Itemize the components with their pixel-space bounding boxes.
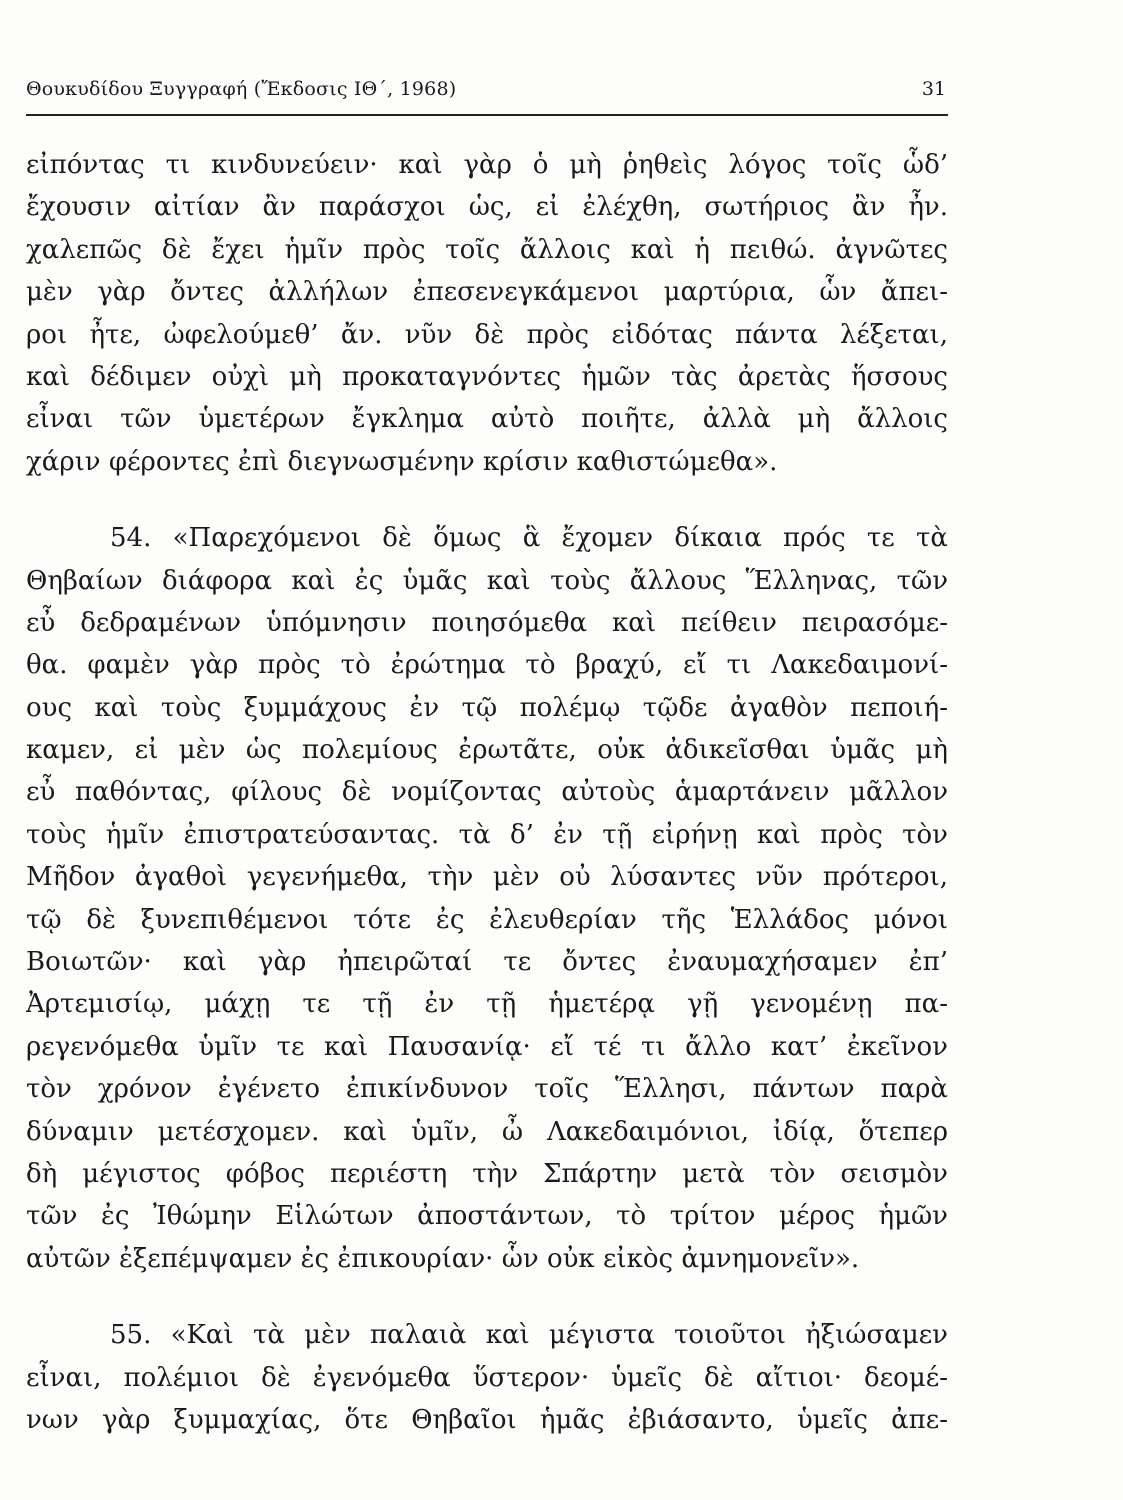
text-line: 54. «Παρεχόμενοι δὲ ὅμως ἃ ἔχομεν δίκαια πρός τε τὰ [110,523,948,554]
text-line: 55. «Καὶ τὰ μὲν παλαιὰ καὶ μέγιστα τοιοῦτοι ἠξιώσαμεν [110,1320,948,1351]
text-line: τὸν χρόνον ἐγένετο ἐπικίνδυνον τοῖς Ἕλλησι, πάντων παρὰ [26,1074,948,1105]
text-line: ους καὶ τοὺς ξυμμάχους ἐν τῷ πολέμῳ τῷδε ἀγαθὸν πεποιή- [26,692,948,723]
text-line: δὴ μέγιστος φόβος περιέστη τὴν Σπάρτην μετὰ τὸν σεισμὸν [26,1158,948,1189]
paragraph-gap [26,483,948,517]
text-line: εὖ δεδραμένων ὑπόμνησιν ποιησόμεθα καὶ πείθειν πειρασόμε- [26,607,948,638]
text-line: χάριν φέροντες ἐπὶ διεγνωσμένην κρίσιν καθιστώμεθα». [26,446,778,477]
text-line: Ἀρτεμισίῳ, μάχῃ τε τῇ ἐν τῇ ἡμετέρᾳ γῇ γενομένῃ πα- [26,989,948,1020]
running-header [26,78,946,114]
body-text [26,144,948,1441]
text-line: εἰπόντας τι κινδυνεύειν· καὶ γὰρ ὁ μὴ ῥηθεὶς λόγος τοῖς ὧδ’ [26,150,948,180]
page-number: 31 [921,78,946,100]
text-line: καμεν, εἰ μὲν ὡς πολεμίους ἐρωτᾶτε, οὐκ ἀδικεῖσθαι ὑμᾶς μὴ [26,735,948,766]
running-head-title: Θουκυδίδου Ξυγγραφή (Ἔκδοσις ΙΘ΄, 1968) [26,78,457,100]
text-line: νων γὰρ ξυμμαχίας, ὅτε Θηβαῖοι ἡμᾶς ἐβιάσαντο, ὑμεῖς ἀπε- [26,1404,948,1435]
text-line: ροι ἦτε, ὠφελούμεθ’ ἄν. νῦν δὲ πρὸς εἰδότας πάντα λέξεται, [26,319,948,350]
text-line: θα. φαμὲν γὰρ πρὸς τὸ ἐρώτημα τὸ βραχύ, εἴ τι Λακεδαιμονί- [26,650,948,681]
text-line: εὖ παθόντας, φίλους δὲ νομίζοντας αὐτοὺς ἁμαρτάνειν μᾶλλον [26,777,948,808]
paragraph-gap [26,1280,948,1314]
text-line: εἶναι, πολέμιοι δὲ ἐγενόμεθα ὕστερον· ὑμεῖς δὲ αἴτιοι· δεομέ- [26,1362,948,1393]
text-line: τοὺς ἡμῖν ἐπιστρατεύσαντας. τὰ δ’ ἐν τῇ εἰρήνῃ καὶ πρὸς τὸν [26,819,948,850]
text-line: μὲν γὰρ ὄντες ἀλλήλων ἐπεσενεγκάμενοι μαρτύρια, ὧν ἄπει- [26,277,948,308]
paragraph-continuation [26,144,948,483]
text-line: τῷ δὲ ξυνεπιθέμενοι τότε ἐς ἐλευθερίαν τῆς Ἑλλάδος μόνοι [26,904,948,935]
text-line: ρεγενόμεθα ὑμῖν τε καὶ Παυσανίᾳ· εἴ τέ τι ἄλλο κατ’ ἐκεῖνον [26,1031,948,1062]
text-line: Βοιωτῶν· καὶ γὰρ ἠπειρῶταί τε ὄντες ἐναυμαχήσαμεν ἐπ’ [26,947,948,978]
text-line: Μῆδον ἀγαθοὶ γεγενήμεθα, τὴν μὲν οὐ λύσαντες νῦν πρότεροι, [26,862,948,893]
text-line: δύναμιν μετέσχομεν. καὶ ὑμῖν, ὦ Λακεδαιμόνιοι, ἰδίᾳ, ὅτεπερ [26,1116,948,1147]
text-line: καὶ δέδιμεν οὐχὶ μὴ προκαταγνόντες ἡμῶν τὰς ἀρετὰς ἥσσους [26,361,948,392]
text-line: τῶν ἐς Ἰθώμην Εἱλώτων ἀποστάντων, τὸ τρίτον μέρος ἡμῶν [26,1201,948,1232]
text-line: ἔχουσιν αἰτίαν ἂν παράσχοι ὡς, εἰ ἐλέχθη, σωτήριος ἂν ἦν. [26,192,948,223]
text-line: Θηβαίων διάφορα καὶ ἐς ὑμᾶς καὶ τοὺς ἄλλους Ἕλληνας, τῶν [26,565,948,596]
text-line: εἶναι τῶν ὑμετέρων ἔγκλημα αὐτὸ ποιῆτε, ἀλλὰ μὴ ἄλλοις [26,404,948,435]
header-rule [26,114,948,116]
text-line: αὐτῶν ἐξεπέμψαμεν ἐς ἐπικουρίαν· ὧν οὐκ εἰκὸς ἀμνημονεῖν». [26,1243,860,1274]
paragraph-chapter-55 [26,1314,948,1441]
paragraph-chapter-54 [26,517,948,1280]
text-line: χαλεπῶς δὲ ἔχει ἡμῖν πρὸς τοῖς ἄλλοις καὶ ἡ πειθώ. ἀγνῶτες [26,234,948,265]
